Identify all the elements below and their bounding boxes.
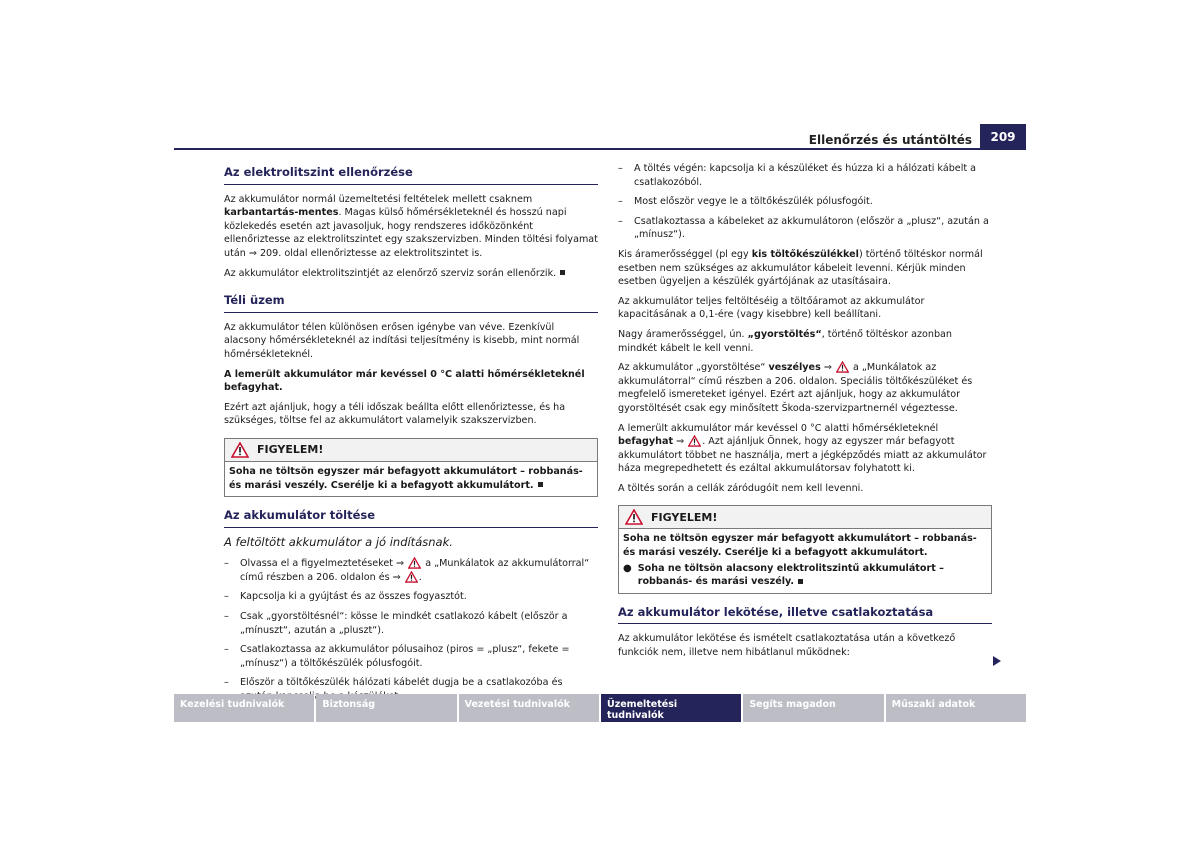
warning-triangle-icon (625, 509, 643, 525)
section-heading-charging: Az akkumulátor töltése (224, 509, 598, 528)
warning-triangle-icon (688, 435, 701, 447)
paragraph: Nagy áramerősséggel, ún. „gyorstöltés“, történő töltéskor azonban mindkét kábelt le kell venni. (618, 328, 952, 354)
warning-bullet-item: ● Soha ne töltsön alacsony elektrolitszintű akkumulátort – robbanás- és marási veszély. (623, 562, 944, 588)
bullet-icon: ● (623, 562, 632, 574)
page-number: 209 (980, 124, 1026, 149)
list-item: – Először a töltőkészülék hálózati kábelét dugja be a csatlakozóba és (224, 676, 598, 703)
section-heading-winter: Téli üzem (224, 294, 598, 313)
paragraph: Az akkumulátor normál üzemeltetési feltételek mellett csaknem karbantartás-mentes. Magas külső hőmérsékleteknél és hosszú napi közlekedés esetén azt javasoljuk, hogy rendszeres időközönként ellenőriztesse az elektrolitszintet egy szakszervizben. Minden töltési folyamat után ⇒ 209. oldal ellenőriztesse az elektrolitszintet is. (224, 193, 598, 259)
warning-triangle-icon (405, 571, 418, 583)
charging-steps-list (224, 557, 598, 703)
footer-tab-safety[interactable]: Biztonság (316, 694, 456, 722)
warning-triangle-icon (408, 557, 421, 569)
warning-body: Soha ne töltsön egyszer már befagyott akkumulátort – robbanás- és marási veszély. Cserélje ki a befagyott akkumulátort. (229, 465, 583, 491)
paragraph-bold: A lemerült akkumulátor már kevéssel 0 °C alatti hőmérsékleteknél befagyhat. (224, 368, 585, 394)
warning-box (224, 438, 598, 497)
paragraph: Az akkumulátor teljes feltöltéséig a töltőáramot az akkumulátor kapacitásának a 0,1-ére (vagy kisebbre) kell beállítani. (618, 295, 925, 321)
warning-triangle-icon (836, 361, 849, 373)
list-item: – Kapcsolja ki a gyújtást és az összes fogyasztót. (224, 590, 598, 604)
footer-tab-driving-instructions[interactable]: Vezetési tudnivalók (459, 694, 599, 722)
list-item: – A töltés végén: kapcsolja ki a készüléket és húzza ki a hálózati kábelt a csatlakozóból. (618, 162, 992, 189)
right-column (618, 162, 992, 666)
footer-tab-technical-data[interactable]: Műszaki adatok (886, 694, 1026, 722)
charging-steps-list-continued (618, 162, 992, 242)
footer-tab-operating-instructions[interactable]: Kezelési tudnivalók (174, 694, 314, 722)
page-header-title: Ellenőrzés és utántöltés (808, 133, 972, 147)
section-heading-electrolyte: Az elektrolitszint ellenőrzése (224, 166, 598, 185)
paragraph: Az akkumulátor elektrolitszintjét az elenőrző szerviz során ellenőrzik. (224, 267, 598, 281)
footer-tab-self-help[interactable]: Segíts magadon (743, 694, 883, 722)
paragraph: Az akkumulátor lekötése és ismételt csatlakoztatása után a következő funkciók nem, illetve nem hibátlanul működnek: (618, 633, 956, 659)
paragraph: Az akkumulátor télen különösen erősen igénybe van véve. Ezenkívül alacsony hőmérsékleteknél az indítási teljesítmény is kisebb, mint normál hőmérsékleteknél. (224, 321, 580, 360)
list-item: – Csatlakoztassa az akkumulátor pólusaihoz (piros = „plusz“, fekete = „mínusz“) a töltőkészülék pólusfogóit. (224, 643, 598, 670)
paragraph: A töltés során a cellák záródugóit nem kell levenni. (618, 482, 864, 494)
arrow-right-icon[interactable] (993, 656, 1001, 666)
paragraph: Kis áramerősséggel (pl egy kis töltőkészülékkel) történő töltéskor normál esetben nem szükséges az akkumulátor kábeleit levenni. Kérjük minden esetben ügyeljen a készülék gyártójának az utasításaira. (618, 248, 983, 288)
list-item: – Csak „gyorstöltésnél“: kösse le mindkét csatlakozó kábelt (először a „mínuszt“, azután a „pluszt“). (224, 610, 598, 637)
end-mark (798, 579, 803, 584)
list-item: – Most először vegye le a töltőkészülék pólusfogóit. (618, 195, 992, 209)
warning-triangle-icon (231, 442, 249, 458)
warning-title: FIGYELEM! (651, 510, 718, 524)
left-column (224, 162, 598, 710)
warning-box (618, 505, 992, 593)
end-mark (560, 270, 565, 275)
footer-tab-operation[interactable]: Üzemeltetési tudnivalók (601, 694, 741, 722)
warning-title: FIGYELEM! (257, 443, 324, 457)
paragraph: Az akkumulátor „gyorstöltése“ veszélyes ⇒ a „Munkálatok az akkumulátorral“ című részben a 206. oldalon. Speciális töltőkészüléket és megfelelő ismereteket igényel. Ezért azt ajánljuk, hogy az akkumulátor gyorstöltését csak egy minősített Škoda-szervizpartnernél végeztesse. (618, 362, 973, 414)
list-item: – Olvassa el a figyelmeztetéseket ⇒ a „Munkálatok az akkumulátorral“ című részben a 206. oldalon és ⇒ . (224, 557, 598, 584)
end-mark (538, 482, 543, 487)
paragraph: Ezért azt ajánljuk, hogy a téli időszak beállta előtt ellenőriztesse, és ha szükséges, töltse fel az akkumulátort valamelyik szakszervizben. (224, 401, 566, 427)
warning-header (225, 439, 597, 462)
header-rule (174, 148, 1026, 150)
list-item: – Csatlakoztassa a kábeleket az akkumulátoron (először a „plusz“, azután a „mínusz“). (618, 215, 992, 242)
paragraph: A lemerült akkumulátor már kevéssel 0 °C alatti hőmérsékleteknél befagyhat ⇒ . Azt ajánljuk Önnek, hogy az egyszer már befagyott akkumulátort többet ne használja, mert a jégképződés miatt az akkumulátor háza megrepedhetett és ezáltal akkumulátorsav folyhatott ki. (618, 422, 987, 475)
section-heading-disconnect: Az akkumulátor lekötése, illetve csatlakoztatása (618, 606, 992, 625)
warning-header (619, 506, 991, 529)
warning-body: Soha ne töltsön egyszer már befagyott akkumulátort – robbanás- és marási veszély. Cserélje ki a befagyott akkumulátort. ● Soha ne töltsön alacsony elektrolitszintű akkumulátort – robbanás- és marási veszély. (619, 529, 991, 592)
lead-text: A feltöltött akkumulátor a jó indításnak. (224, 534, 453, 549)
footer-nav (174, 694, 1026, 722)
